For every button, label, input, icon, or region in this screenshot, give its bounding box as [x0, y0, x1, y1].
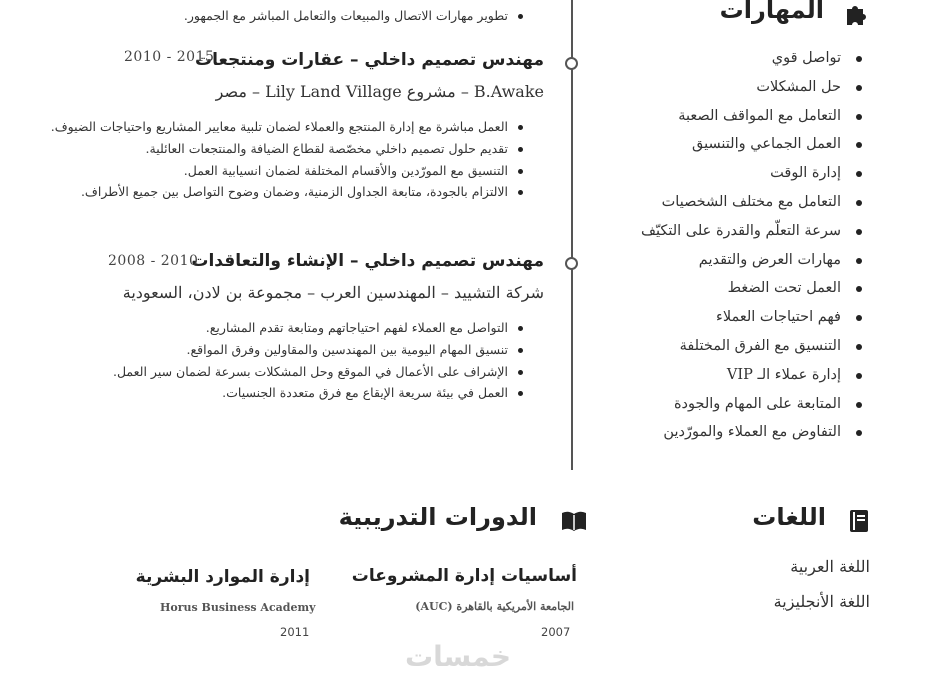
list-item: إدارة عملاء الـ VIP — [567, 361, 867, 390]
list-item: تطوير مهارات الاتصال والمبيعات والتعامل المباشر مع الجمهور. — [184, 5, 524, 27]
list-item: حل المشكلات — [567, 73, 867, 102]
watermark: خمسات — [405, 640, 512, 673]
list-item: العمل تحت الضغط — [567, 274, 867, 303]
list-item: العمل في بيئة سريعة الإيقاع مع فرق متعددة الجنسيات. — [113, 382, 524, 404]
puzzle-icon — [844, 1, 870, 27]
skills-title: المهارات — [719, 0, 824, 24]
job-company: شركة التشييد – المهندسين العرب – مجموعة بن لادن، السعودية — [122, 283, 544, 302]
courses-title: الدورات التدريبية — [338, 503, 537, 531]
list-item: مهارات العرض والتقديم — [567, 246, 867, 275]
list-item: تنسيق المهام اليومية بين المهندسين والمقاولين وفرق المواقع. — [113, 339, 524, 361]
list-item: التواصل مع العملاء لفهم احتياجاتهم ومتابعة تقدم المشاريع. — [113, 317, 524, 339]
course-title: أساسيات إدارة المشروعات — [351, 566, 577, 586]
skills-list — [567, 44, 867, 447]
open-book-icon — [561, 510, 587, 532]
languages-title: اللغات — [752, 503, 826, 531]
list-item: التفاوض مع العملاء والمورّدين — [567, 418, 867, 447]
course-year: 2007 — [541, 625, 571, 639]
list-item: العمل مباشرة مع إدارة المنتجع والعملاء لضمان تلبية معايير المشاريع واحتياجات الضيوف. — [51, 116, 524, 138]
job-bullets — [113, 317, 524, 404]
list-item: الإشراف على الأعمال في الموقع وحل المشكلات بسرعة لضمان سير العمل. — [113, 361, 524, 383]
job-company: B.Awake – مشروع Lily Land Village – مصر — [215, 82, 544, 101]
course-institution: Horus Business Academy — [160, 601, 316, 614]
job-date: 2010 - 2015 — [124, 49, 215, 65]
list-item: العمل الجماعي والتنسيق — [567, 130, 867, 159]
list-item: المتابعة على المهام والجودة — [567, 390, 867, 419]
course-year: 2011 — [280, 625, 310, 639]
job-title: مهندس تصميم داخلي – الإنشاء والتعاقدات — [191, 251, 544, 271]
previous-job-bullets — [184, 5, 524, 27]
job-date: 2008 - 2010 — [108, 253, 199, 269]
list-item: التنسيق مع الفرق المختلفة — [567, 332, 867, 361]
course-title: إدارة الموارد البشرية — [135, 567, 310, 587]
list-item: التعامل مع المواقف الصعبة — [567, 102, 867, 131]
language-item: اللغة العربية — [790, 557, 870, 576]
list-item: سرعة التعلّم والقدرة على التكيّف — [567, 217, 867, 246]
course-institution: الجامعة الأمريكية بالقاهرة (AUC) — [415, 600, 574, 613]
list-item: تقديم حلول تصميم داخلي مخصّصة لقطاع الضيافة والمنتجعات العائلية. — [51, 138, 524, 160]
list-item: فهم احتياجات العملاء — [567, 303, 867, 332]
language-item: اللغة الأنجليزية — [773, 592, 870, 611]
job-title: مهندس تصميم داخلي – عقارات ومنتجعات — [194, 50, 544, 70]
list-item: الالتزام بالجودة، متابعة الجداول الزمنية، وضمان وضوح التواصل بين جميع الأطراف. — [51, 181, 524, 203]
job-bullets — [51, 116, 524, 203]
list-item: إدارة الوقت — [567, 159, 867, 188]
book-icon — [848, 508, 870, 534]
list-item: تواصل قوي — [567, 44, 867, 73]
list-item: التعامل مع مختلف الشخصيات — [567, 188, 867, 217]
list-item: التنسيق مع المورّدين والأقسام المختلفة لضمان انسيابية العمل. — [51, 160, 524, 182]
